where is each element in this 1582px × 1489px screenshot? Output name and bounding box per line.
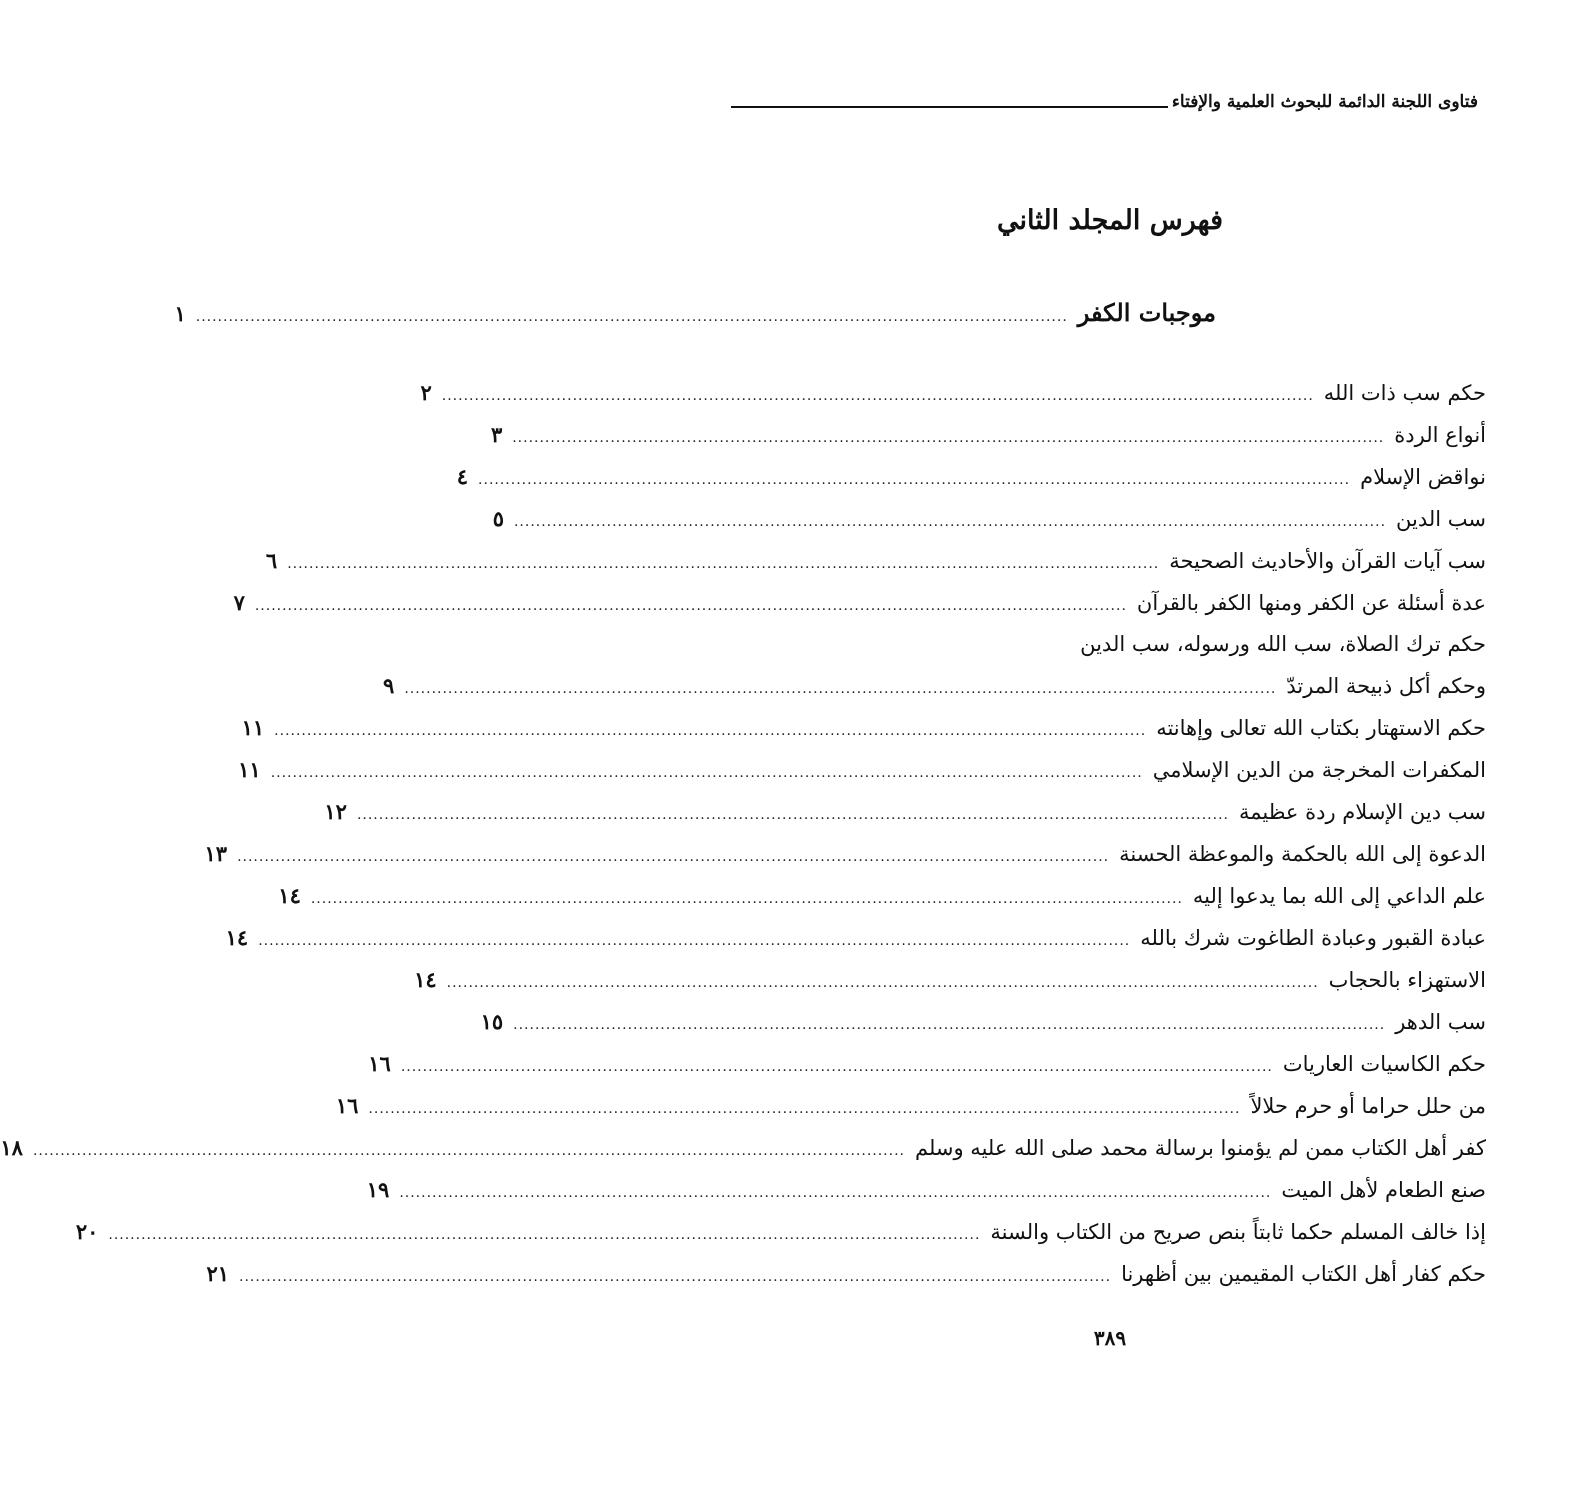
entry-page: ١٦ [335, 1093, 359, 1118]
toc-entry [480, 1009, 1486, 1049]
entry-title: من حلل حراما أو حرم حلالاً [1250, 1094, 1486, 1118]
entry-title: صنع الطعام لأهل الميت [1281, 1178, 1486, 1202]
entry-page: ١٨ [0, 1135, 23, 1160]
toc-entry [233, 590, 1486, 630]
section-page: ١ [174, 301, 186, 326]
entry-title: نواقض الإسلام [1360, 465, 1486, 489]
entry-title: الاستهزاء بالحجاب [1328, 968, 1486, 992]
entry-title: علم الداعي إلى الله بما يدعوا إليه [1192, 884, 1486, 908]
entry-title: أنواع الردة [1394, 423, 1486, 447]
section-title: موجبات الكفر [1077, 298, 1216, 327]
entry-page: ١١ [241, 715, 265, 740]
toc-entry [204, 841, 1486, 881]
page-number: ٣٨٩ [1093, 1326, 1127, 1350]
toc-entry [265, 548, 1486, 588]
entry-page: ٣ [490, 422, 503, 447]
entry-page: ٩ [383, 673, 395, 698]
entry-title: حكم الاستهتار بكتاب الله تعالى وإهانته [1156, 716, 1486, 740]
entry-page: ٦ [265, 548, 278, 573]
dot-leader: ................................................................................................................................................................ [399, 1185, 1272, 1201]
dot-leader: ................................................................................................................................................................ [356, 807, 1229, 823]
dot-leader: ................................................................................................................................................................ [310, 891, 1183, 907]
toc-entry [278, 883, 1486, 923]
entry-title: سب الدين [1396, 507, 1486, 531]
dot-leader: ................................................................................................................................................................ [446, 975, 1319, 991]
entry-page: ١٤ [278, 883, 301, 908]
dot-leader: ................................................................................................................................................................ [239, 1269, 1112, 1285]
toc-entry [0, 1135, 1486, 1175]
entry-title: سب الدهر [1395, 1010, 1486, 1034]
toc-entry [456, 464, 1486, 504]
entry-title: وحكم أكل ذبيحة المرتدّ [1286, 674, 1486, 698]
running-header [731, 92, 1478, 112]
dot-leader: ................................................................................................................................................................ [512, 430, 1385, 446]
entry-page: ٢١ [206, 1261, 230, 1286]
entry-title: حكم سب ذات الله [1323, 381, 1486, 405]
dot-leader: ................................................................................................................................................................ [108, 1227, 981, 1243]
dot-leader: ................................................................................................................................................................ [441, 388, 1314, 404]
entry-page: ١٤ [414, 967, 437, 992]
dot-leader: ................................................................................................................................................................ [404, 681, 1277, 697]
entry-title: سب دين الإسلام ردة عظيمة [1238, 800, 1486, 824]
header-rule [731, 106, 1168, 108]
toc-entry [225, 925, 1486, 965]
entry-page: ١٦ [368, 1051, 391, 1076]
entry-title: الدعوة إلى الله بالحكمة والموعظة الحسنة [1119, 842, 1486, 866]
dot-leader: ................................................................................................................................................................ [274, 723, 1147, 739]
dot-leader: ................................................................................................................................................................ [513, 514, 1387, 530]
entry-title: إذا خالف المسلم حكما ثابتاً بنص صريح من الكتاب والسنة [990, 1220, 1486, 1244]
toc-entry [238, 757, 1486, 797]
dot-leader: ................................................................................................................................................................ [400, 1059, 1273, 1075]
dot-leader: ................................................................................................................................................................ [270, 765, 1143, 781]
toc-entry [492, 506, 1486, 546]
entry-title: عدة أسئلة عن الكفر ومنها الكفر بالقرآن [1136, 591, 1486, 615]
entry-page: ١٥ [480, 1009, 504, 1034]
dot-leader: ................................................................................................................................................................ [258, 933, 1131, 949]
entry-title: كفر أهل الكتاب ممن لم يؤمنوا برسالة محمد صلى الله عليه وسلم [914, 1136, 1486, 1160]
entry-page: ١٤ [225, 925, 249, 950]
entry-page: ١٢ [324, 799, 347, 824]
toc-section-heading [174, 298, 1486, 338]
entry-title: حكم كفار أهل الكتاب المقيمين بين أظهرنا [1121, 1262, 1486, 1286]
dot-leader: ................................................................................................................................................................ [513, 1017, 1386, 1033]
entry-page: ١٩ [366, 1177, 390, 1202]
dot-leader: ................................................................................................................................................................ [32, 1143, 905, 1159]
index-title: فهرس المجلد الثاني [996, 205, 1223, 236]
entry-page: ٥ [492, 506, 504, 531]
entry-title: حكم ترك الصلاة، سب الله ورسوله، سب الدين [1080, 632, 1486, 656]
toc-entry [420, 380, 1486, 420]
dot-leader: ................................................................................................................................................................ [254, 598, 1127, 614]
dot-leader: ................................................................................................................................................................ [195, 309, 1068, 325]
toc-entry [490, 422, 1486, 462]
toc-entry [75, 1219, 1486, 1259]
toc-entry [324, 799, 1486, 839]
toc-entry [241, 715, 1486, 755]
entry-page: ٤ [456, 464, 469, 489]
entry-page: ٢ [420, 380, 432, 405]
entry-page: ١١ [238, 757, 261, 782]
dot-leader: ................................................................................................................................................................ [287, 556, 1160, 572]
entry-title: المكفرات المخرجة من الدين الإسلامي [1152, 758, 1486, 782]
entry-page: ٧ [233, 590, 245, 615]
entry-page: ١٣ [204, 841, 228, 866]
dot-leader: ................................................................................................................................................................ [478, 472, 1351, 488]
toc-entry [335, 1093, 1486, 1133]
running-header-text: فتاوى اللجنة الدائمة للبحوث العلمية والإفتاء [1171, 92, 1478, 112]
entry-title: سب آيات القرآن والأحاديث الصحيحة [1169, 549, 1486, 573]
toc-entry [366, 1177, 1486, 1217]
toc-entry [383, 673, 1486, 713]
toc-entry-continued [738, 632, 1486, 672]
toc-entry [206, 1261, 1486, 1301]
entry-page: ٢٠ [75, 1219, 99, 1244]
dot-leader: ................................................................................................................................................................ [237, 849, 1110, 865]
dot-leader: ................................................................................................................................................................ [368, 1101, 1241, 1117]
toc-entry [414, 967, 1486, 1007]
toc-entry [368, 1051, 1486, 1091]
entry-title: عبادة القبور وعبادة الطاغوت شرك بالله [1140, 926, 1486, 950]
entry-title: حكم الكاسيات العاريات [1282, 1052, 1486, 1076]
